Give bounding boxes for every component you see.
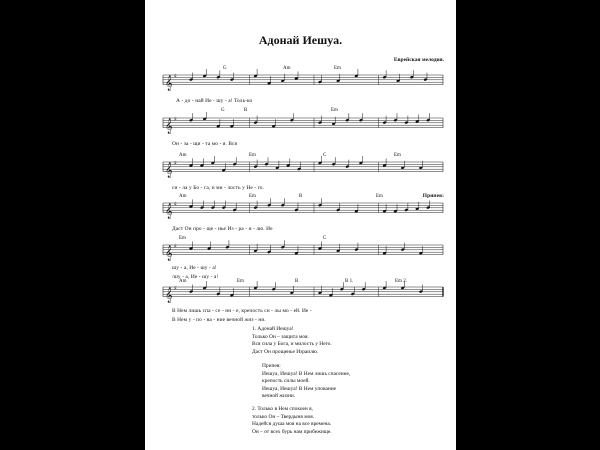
chord-label: Em <box>376 194 383 199</box>
lyric-line: А - до - най Ие - шу - а! Толь-ко <box>176 98 253 104</box>
treble-clef-icon: 𝄞 <box>165 288 173 304</box>
treble-clef-icon: 𝄞 <box>165 204 173 220</box>
verse-line: 1. Адонай Иешуа! <box>252 326 294 332</box>
chorus-label: Припев: <box>422 193 444 199</box>
verse-line: Он – от всех бурь нам прибежище. <box>252 428 332 435</box>
chord-label: Am <box>179 153 187 158</box>
verse-line: Надейся душа моя на все времена. <box>252 421 332 428</box>
treble-clef-icon: 𝄞 <box>165 163 173 179</box>
sharp-key-signature: ♯ <box>174 285 177 292</box>
chord-label: Am <box>179 279 187 284</box>
treble-clef-icon: 𝄞 <box>165 246 173 262</box>
chorus-text <box>262 363 350 401</box>
sheet-music-page <box>145 0 456 450</box>
lyric-line: В Нем лишь спа - се - ни - е, крепость си - лы мо - ей. Ие - <box>172 308 312 314</box>
chord-label: Am <box>179 194 187 199</box>
verse-line: Вся сила у Бога, и милость у Него. <box>252 341 332 348</box>
chord-label: Em <box>394 153 401 158</box>
chord-label: Em <box>237 279 244 284</box>
chord-label: B <box>295 279 299 284</box>
chord-label: G <box>223 66 227 71</box>
lyric-line: шу - а, Ие - шу - а! <box>172 265 217 271</box>
verse-line: только Он – Твердыня моя. <box>252 413 315 420</box>
verse-line: вечной жизни. <box>262 393 296 400</box>
chord-label: Em <box>334 66 341 71</box>
verse-line: Припев: <box>262 363 281 369</box>
song-subtitle: Еврейская мелодия. <box>393 57 444 63</box>
sharp-key-signature: ♯ <box>174 73 177 80</box>
verse-1 <box>252 326 332 356</box>
sharp-key-signature: ♯ <box>174 243 177 250</box>
lyric-line: В Нем у - по - ва - ние вечной жиз - ни. <box>172 317 266 323</box>
ending-2-label: Em 2. <box>395 279 407 284</box>
chord-label: C <box>323 236 327 241</box>
sharp-key-signature: ♯ <box>174 116 177 123</box>
verse-line: 2. Только в Нем спокоен я, <box>252 406 313 412</box>
lyric-line: Даст Он про - ще - нье Из - ра - и - лю. Ие <box>172 226 273 232</box>
chord-label: Em <box>249 194 256 199</box>
lyric-line: Он - за - щи - та мо - я. Вся <box>172 141 238 147</box>
verse-line: Даст Он прощенье Израилю. <box>252 348 319 355</box>
chord-label: G <box>221 108 225 113</box>
lyric-line: /шу - а, Ие - шу - а! <box>172 274 219 280</box>
song-title: Адонай Иешуа. <box>258 33 343 47</box>
verse-line: Иешуа, Иешуа! В Нем лишь спасение, <box>262 370 351 377</box>
chord-label: Em <box>249 153 256 158</box>
chord-label: Em <box>331 108 338 113</box>
chord-label: B <box>299 194 303 199</box>
treble-clef-icon: 𝄞 <box>165 119 173 135</box>
chord-label: C <box>323 153 327 158</box>
lyric-line: си - ла у Бо - га, и ми - лость у Не - го. <box>172 185 265 191</box>
verse-line: Только Он – защита моя. <box>252 333 309 340</box>
chord-label: Em <box>179 236 186 241</box>
sharp-key-signature: ♯ <box>174 160 177 167</box>
verse-line: Иешуа, Иешуа! В Нем упование <box>262 385 337 392</box>
treble-clef-icon: 𝄞 <box>165 76 173 92</box>
ending-1-label: B 1. <box>345 279 354 284</box>
verse-2 <box>252 406 332 436</box>
chord-label: B <box>244 108 248 113</box>
sharp-key-signature: ♯ <box>174 201 177 208</box>
verse-line: крепость силы моей. <box>262 378 310 385</box>
chord-label: Am <box>283 66 291 71</box>
